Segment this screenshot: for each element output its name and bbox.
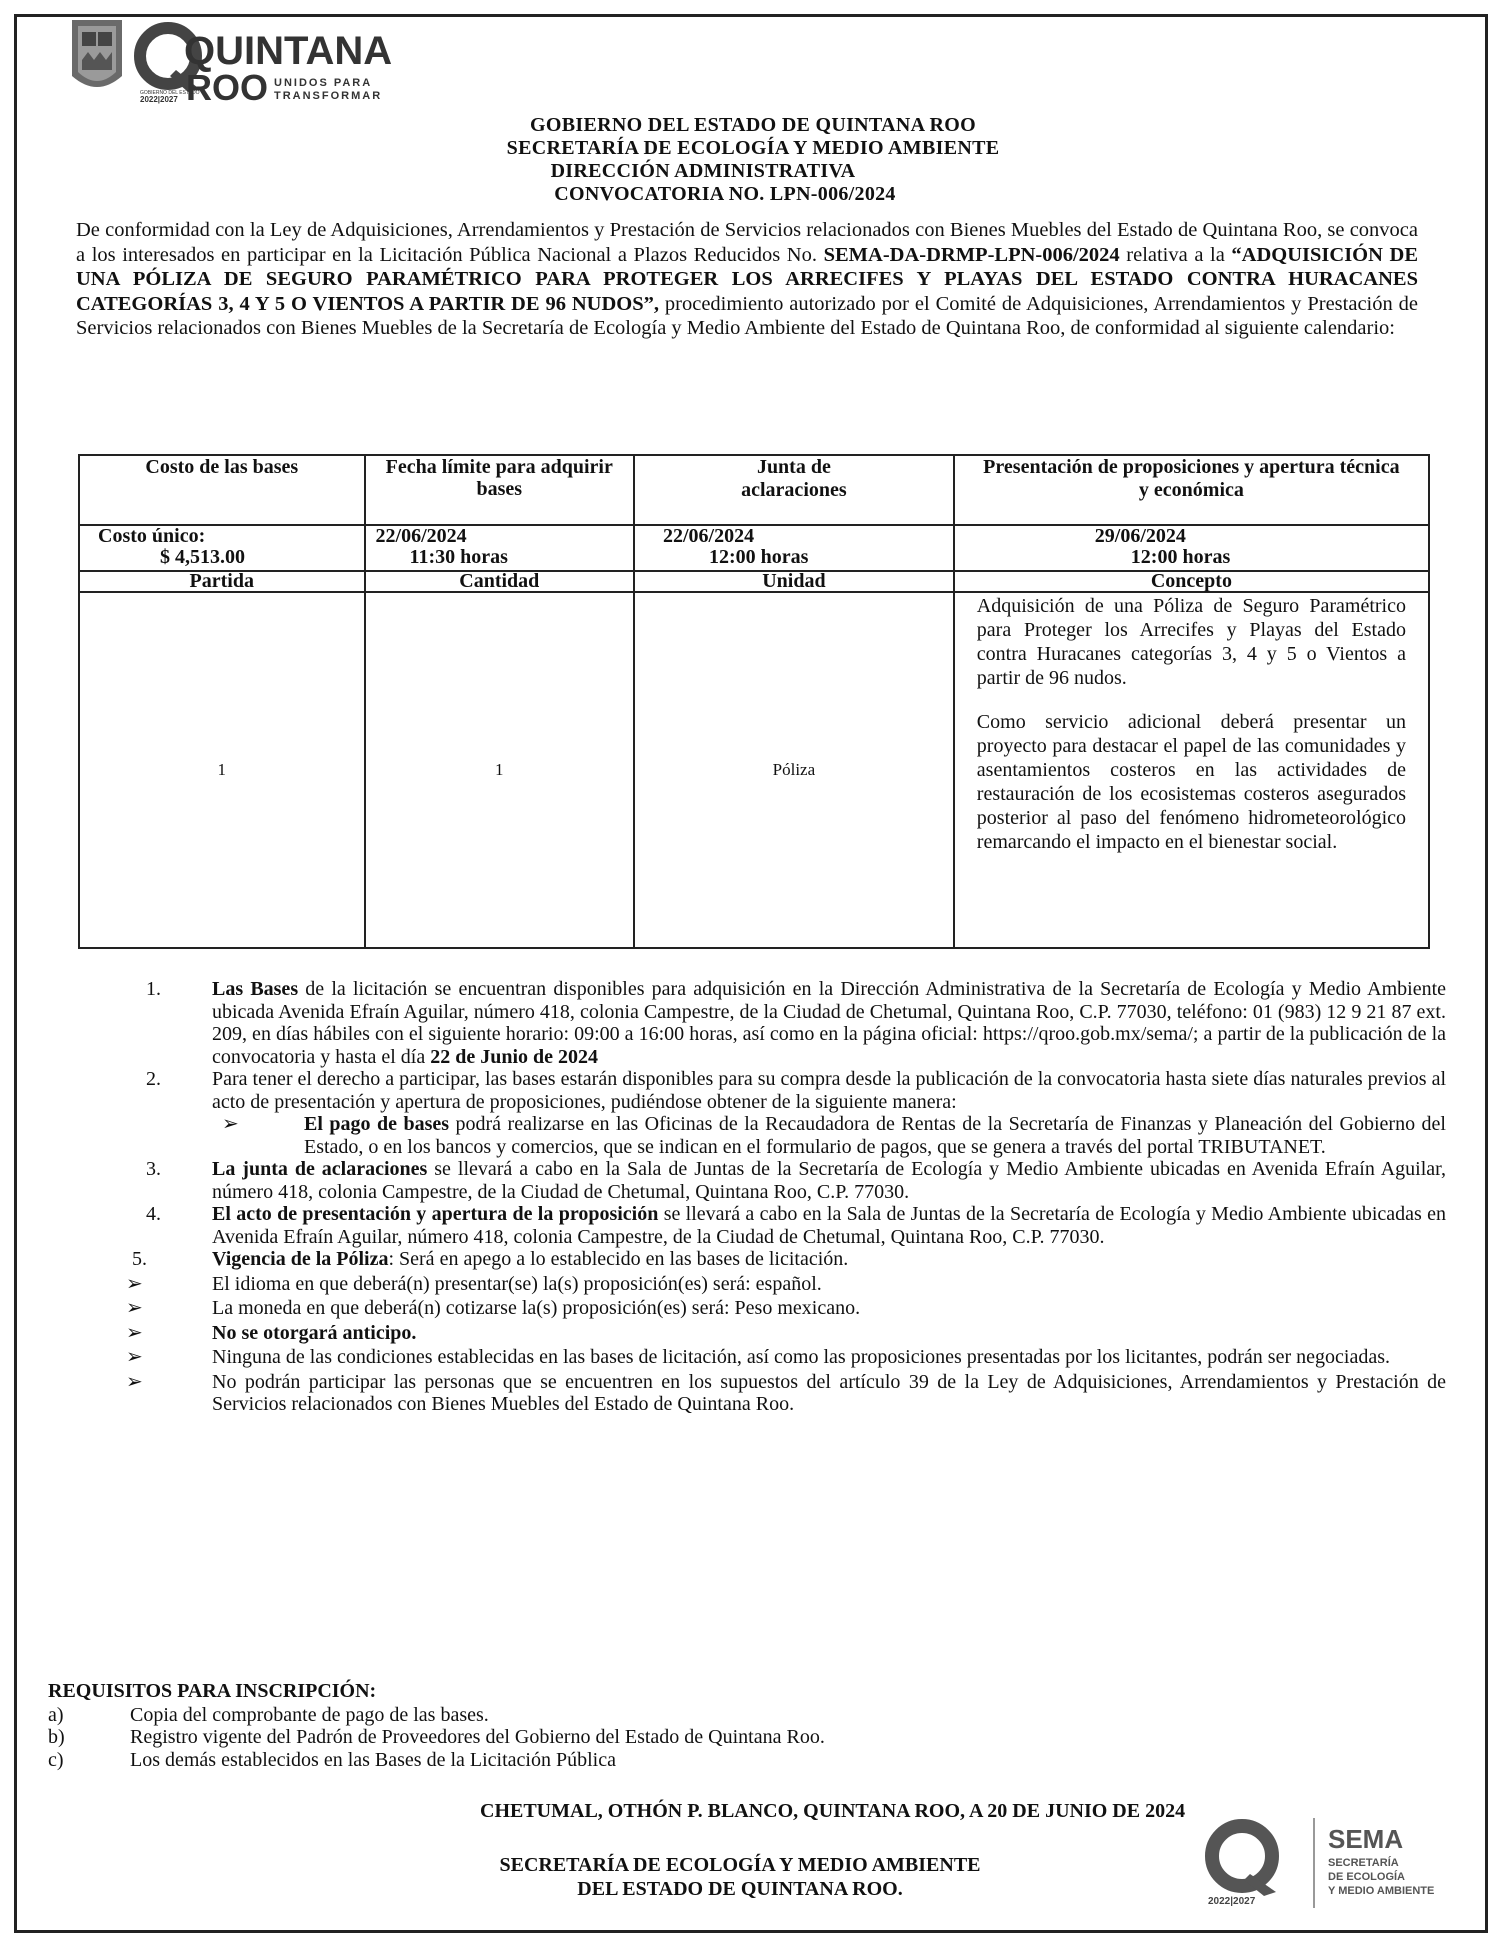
item-bold: La junta de aclaraciones — [212, 1158, 428, 1180]
cell-cost — [79, 525, 365, 571]
cell-concepto — [954, 592, 1429, 948]
list-item — [48, 1704, 1348, 1727]
item-letter: a) — [48, 1703, 64, 1726]
intro-text-2: relativa a la — [1119, 243, 1232, 266]
item-text: se llevará a cabo en la Sala de Juntas de la Secretaría de Ecología y Medio Ambiente ubicadas en Avenida Efraín Aguilar, número 418, colonia Campestre, de la Ciudad de Chetumal, Quintana Roo, C.P. 77030. — [212, 1158, 1447, 1203]
arrow-bullet-icon: ➢ — [126, 1272, 143, 1295]
list-item — [126, 1248, 1446, 1271]
concepto-additional: Como servicio adicional deberá presentar un proyecto para destacar el papel de las comunidades y asentamientos costeros en las actividades de restauración de los ecosistemas costeros asegurados posterior al paso del fenómeno hidrometeorológico remarcando el impacto en el bienestar social. — [976, 711, 1406, 853]
list-item — [126, 1322, 1446, 1345]
header-cost: Costo de las bases — [79, 455, 365, 525]
quintana-roo-logo — [66, 14, 466, 104]
requirements-title: REQUISITOS PARA INSCRIPCIÓN: — [48, 1680, 377, 1702]
header-cantidad: Cantidad — [365, 571, 634, 592]
item-letter: b) — [48, 1726, 65, 1748]
list-subitem — [212, 1113, 1446, 1158]
list-item — [140, 1203, 1446, 1248]
arrow-bullet-icon: ➢ — [126, 1370, 143, 1393]
header-line-convocatoria: CONVOCATORIA NO. LPN-006/2024 — [554, 183, 896, 205]
item-number: 2. — [146, 1068, 161, 1090]
item-text: se llevará a cabo en la Sala de Juntas de la Secretaría de Ecología y Medio Ambiente ubicadas en Avenida Efraín Aguilar, número 418, colonia Campestre, de la Ciudad de Chetumal, Quintana Roo, C.P. 77030. — [212, 1203, 1447, 1248]
intro-text-3: procedimiento autorizado por el Comité de Adquisiciones, Arrendamientos y Prestación de Servicios relacionados con Bienes Muebles de la Secretaría de Ecología y Medio Ambiente del Estado de Quintana Roo, de conformidad al siguiente calendario: — [76, 292, 1418, 339]
item-text: podrá realizarse en las Oficinas de la Recaudadora de Rentas de la Secretaría de Finanzas y Planeación del Gobierno del Estado, o en los bancos y comercios, que se indican en el formulario de pagos, que se genera a través del portal TRIBUTANET. — [304, 1113, 1446, 1158]
item-bold: Vigencia de la Póliza — [212, 1248, 389, 1270]
header-line-government: GOBIERNO DEL ESTADO DE QUINTANA ROO — [530, 114, 976, 136]
conditions-list — [126, 978, 1447, 1416]
svg-text:QUINTANA: QUINTANA — [184, 29, 393, 73]
item-bold: No se otorgará anticipo. — [212, 1321, 417, 1344]
list-item — [140, 1158, 1446, 1203]
list-item — [48, 1726, 1348, 1749]
list-item — [126, 1371, 1446, 1416]
cell-unidad: Póliza — [634, 592, 954, 948]
arrow-bullet-icon: ➢ — [222, 1113, 239, 1135]
signature-line-1: SECRETARÍA DE ECOLOGÍA Y MEDIO AMBIENTE — [499, 1854, 981, 1876]
item-text: El idioma en que deberá(n) presentar(se) la(s) proposición(es) será: español. — [212, 1272, 822, 1295]
signature-line-2: DEL ESTADO DE QUINTANA ROO. — [577, 1878, 903, 1900]
table-header-row — [79, 455, 1429, 525]
calendar-table — [78, 454, 1430, 949]
item-bold: El acto de presentación y apertura de la proposición — [212, 1203, 659, 1225]
clarification-time: 12:00 horas — [708, 546, 809, 568]
item-text: La moneda en que deberá(n) cotizarse la(s) proposición(es) será: Peso mexicano. — [212, 1297, 861, 1319]
tender-number: SEMA-DA-DRMP-LPN-006/2024 — [823, 243, 1120, 266]
item-text: Ninguna de las condiciones establecidas en las bases de licitación, así como las proposiciones presentadas por los licitantes, podrán ser negociadas. — [212, 1346, 1390, 1368]
item-number: 5. — [132, 1248, 147, 1270]
arrow-bullet-icon: ➢ — [126, 1346, 143, 1368]
item-text: Registro vigente del Padrón de Proveedores del Gobierno del Estado de Quintana Roo. — [130, 1726, 825, 1748]
svg-text:ROO: ROO — [186, 67, 269, 104]
presentation-date: 29/06/2024 — [1094, 525, 1186, 547]
place-date: CHETUMAL, OTHÓN P. BLANCO, QUINTANA ROO, A 20 DE JUNIO DE 2024 — [480, 1800, 1186, 1822]
svg-text:UNIDOS PARA: UNIDOS PARA — [274, 77, 373, 89]
list-item — [126, 1346, 1446, 1369]
svg-text:2022|2027: 2022|2027 — [1208, 1896, 1256, 1907]
header-deadline: Fecha límite para adquirir bases — [365, 455, 634, 525]
item-text: de la licitación se encuentran disponibles para adquisición en la Dirección Administrativa de la Secretaría de Ecología y Medio Ambiente ubicada Avenida Efraín Aguilar, número 418, colonia Campestre, de la Ciudad de Chetumal, Quintana Roo, C.P. 77030, teléfono: 01 (983) 12 9 21 87 ext. 209, en días hábiles con el siguiente horario: 09:00 a 16:00 horas, así como en la página oficial: https://qroo.gob.mx/sema/; a partir de la publicación de la convocatoria y hasta el día — [212, 978, 1447, 1068]
cost-value: $ 4,513.00 — [160, 546, 245, 568]
header-clarification: Junta de aclaraciones — [634, 455, 954, 525]
table-row — [79, 525, 1429, 571]
table-header-row — [79, 571, 1429, 592]
requirements-section — [48, 1680, 1348, 1771]
cell-deadline — [365, 525, 634, 571]
cost-label: Costo único: — [98, 525, 206, 547]
svg-text:GOBIERNO DEL ESTADO: GOBIERNO DEL ESTADO — [140, 90, 200, 96]
item-number: 4. — [146, 1203, 161, 1225]
header-concepto: Concepto — [954, 571, 1429, 592]
clarification-date: 22/06/2024 — [662, 525, 755, 547]
list-item — [126, 1273, 1446, 1296]
svg-text:TRANSFORMAR: TRANSFORMAR — [274, 90, 383, 102]
svg-text:SEMA: SEMA — [1328, 1824, 1404, 1854]
list-item — [140, 1068, 1446, 1113]
table-row — [79, 592, 1429, 948]
intro-paragraph — [76, 218, 1418, 341]
list-item — [48, 1749, 1348, 1772]
item-bold: El pago de bases — [304, 1113, 450, 1135]
list-item — [140, 978, 1446, 1068]
item-text: : Será en apego a lo establecido en las bases de licitación. — [388, 1248, 849, 1270]
header-presentation: Presentación de proposiciones y apertura técnica y económica — [954, 455, 1429, 525]
arrow-bullet-icon: ➢ — [126, 1321, 143, 1344]
cell-partida: 1 — [79, 592, 365, 948]
presentation-time: 12:00 horas — [1130, 546, 1231, 568]
deadline-date: 22/06/2024 — [375, 525, 467, 547]
header-partida: Partida — [79, 571, 365, 592]
item-number: 3. — [146, 1158, 161, 1180]
tender-title: “ADQUISICIÓN DE UNA PÓLIZA DE SEGURO PARAMÉTRICO PARA PROTEGER LOS ARRECIFES Y PLAYAS DEL ESTADO CONTRA HURACANES CATEGORÍAS 3, 4 Y 5 O VIENTOS A PARTIR DE 96 NUDOS”, — [76, 243, 1418, 315]
item-bold: Las Bases — [212, 978, 299, 1000]
item-number: 1. — [146, 978, 161, 1000]
svg-text:Y MEDIO AMBIENTE: Y MEDIO AMBIENTE — [1328, 1885, 1435, 1897]
svg-text:SECRETARÍA: SECRETARÍA — [1328, 1857, 1399, 1869]
item-text: Copia del comprobante de pago de las bases. — [130, 1703, 489, 1726]
arrow-bullet-icon: ➢ — [126, 1297, 143, 1319]
cell-cantidad: 1 — [365, 592, 634, 948]
sema-logo — [1196, 1812, 1456, 1912]
item-text: Los demás establecidos en las Bases de la Licitación Pública — [130, 1748, 616, 1771]
header-unidad: Unidad — [634, 571, 954, 592]
header-line-secretariat: SECRETARÍA DE ECOLOGÍA Y MEDIO AMBIENTE — [506, 137, 1000, 159]
item-letter: c) — [48, 1748, 64, 1771]
cell-clarification — [634, 525, 954, 571]
header-line-direction: DIRECCIÓN ADMINISTRATIVA — [550, 160, 856, 182]
svg-text:DE ECOLOGÍA: DE ECOLOGÍA — [1328, 1871, 1406, 1883]
intro-text-1: De conformidad con la Ley de Adquisiciones, Arrendamientos y Prestación de Servicios relacionados con Bienes Muebles del Estado de Quintana Roo, se convoca a los interesados en participar en la Licitación Pública Nacional a Plazos Reducidos No. — [76, 219, 1418, 266]
svg-text:2022|2027: 2022|2027 — [140, 95, 178, 104]
deadline-time: 11:30 horas — [409, 546, 508, 568]
item-text: Para tener el derecho a participar, las bases estarán disponibles para su compra desde la publicación de la convocatoria hasta siete días naturales previos al acto de presentación y apertura de proposiciones, pudiéndose obtener de la siguiente manera: — [212, 1068, 1446, 1113]
list-item — [126, 1297, 1446, 1320]
cell-presentation — [954, 525, 1429, 571]
item-text: No podrán participar las personas que se encuentren en los supuestos del artículo 39 de la Ley de Adquisiciones, Arrendamientos y Prestación de Servicios relacionados con Bienes Muebles del Estado de Quintana Roo. — [212, 1370, 1446, 1415]
item-date: 22 de Junio de 2024 — [430, 1045, 599, 1068]
q-emblem-icon — [1212, 1826, 1276, 1896]
concepto-description: Adquisición de una Póliza de Seguro Paramétrico para Proteger los Arrecifes y Playas del Estado contra Huracanes categorías 3, 4 y 5 o Vientos a partir de 96 nudos. — [976, 595, 1406, 689]
state-shield-icon — [72, 20, 122, 87]
